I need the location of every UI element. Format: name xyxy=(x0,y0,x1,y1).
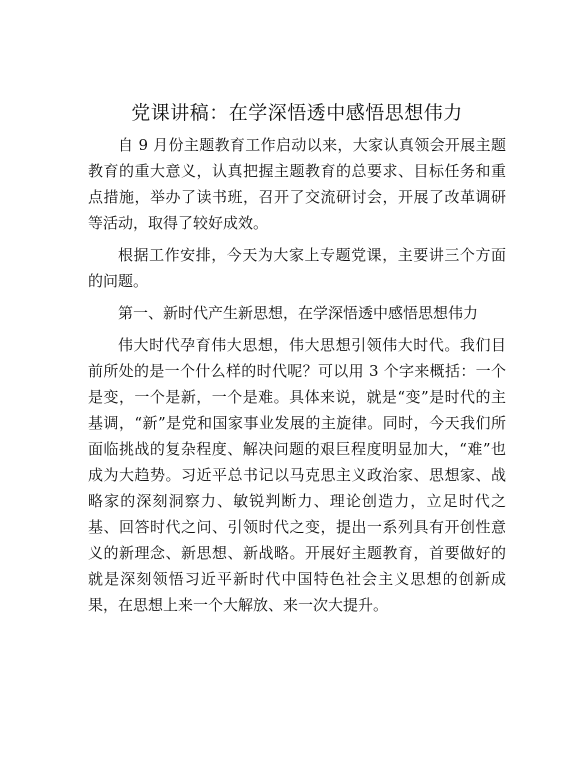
section-paragraph: 伟大时代孕育伟大思想，伟大思想引领伟大时代。我们目前所处的是一个什么样的时代呢？可以用 3 个字来概括：一个是变，一个是新，一个是难。具体来说，就是“变”是时代的主基调，“新”是党和国家事业发展的主旋律。同时，今天我们所面临挑战的复杂程度、解决问题的艰巨程度明显加大，“难”也成为大趋势。习近平总书记以马克思主义政治家、思想家、战略家的深刻洞察力、敏锐判断力、理论创造力，立足时代之基、回答时代之问、引领时代之变，提出一系列具有开创性意义的新理念、新思想、新战略。开展好主题教育，首要做好的就是深刻领悟习近平新时代中国特色社会主义思想的创新成果，在思想上来一个大解放、来一次大提升。 xyxy=(88,336,506,614)
section-heading: 第一、新时代产生新思想，在学深悟透中感悟思想伟力 xyxy=(118,304,479,322)
agenda-paragraph: 根据工作安排，今天为大家上专题党课，主要讲三个方面的问题。 xyxy=(88,246,506,290)
document-title: 党课讲稿：在学深悟透中感悟思想伟力 xyxy=(131,102,463,124)
intro-paragraph: 自 9 月份主题教育工作启动以来，大家认真领会开展主题教育的重大意义，认真把握主题教育的总要求、目标任务和重点措施，举办了读书班，召开了交流研讨会，开展了改革调研等活动，取得了较好成效。 xyxy=(88,136,506,232)
document-body xyxy=(88,98,506,624)
